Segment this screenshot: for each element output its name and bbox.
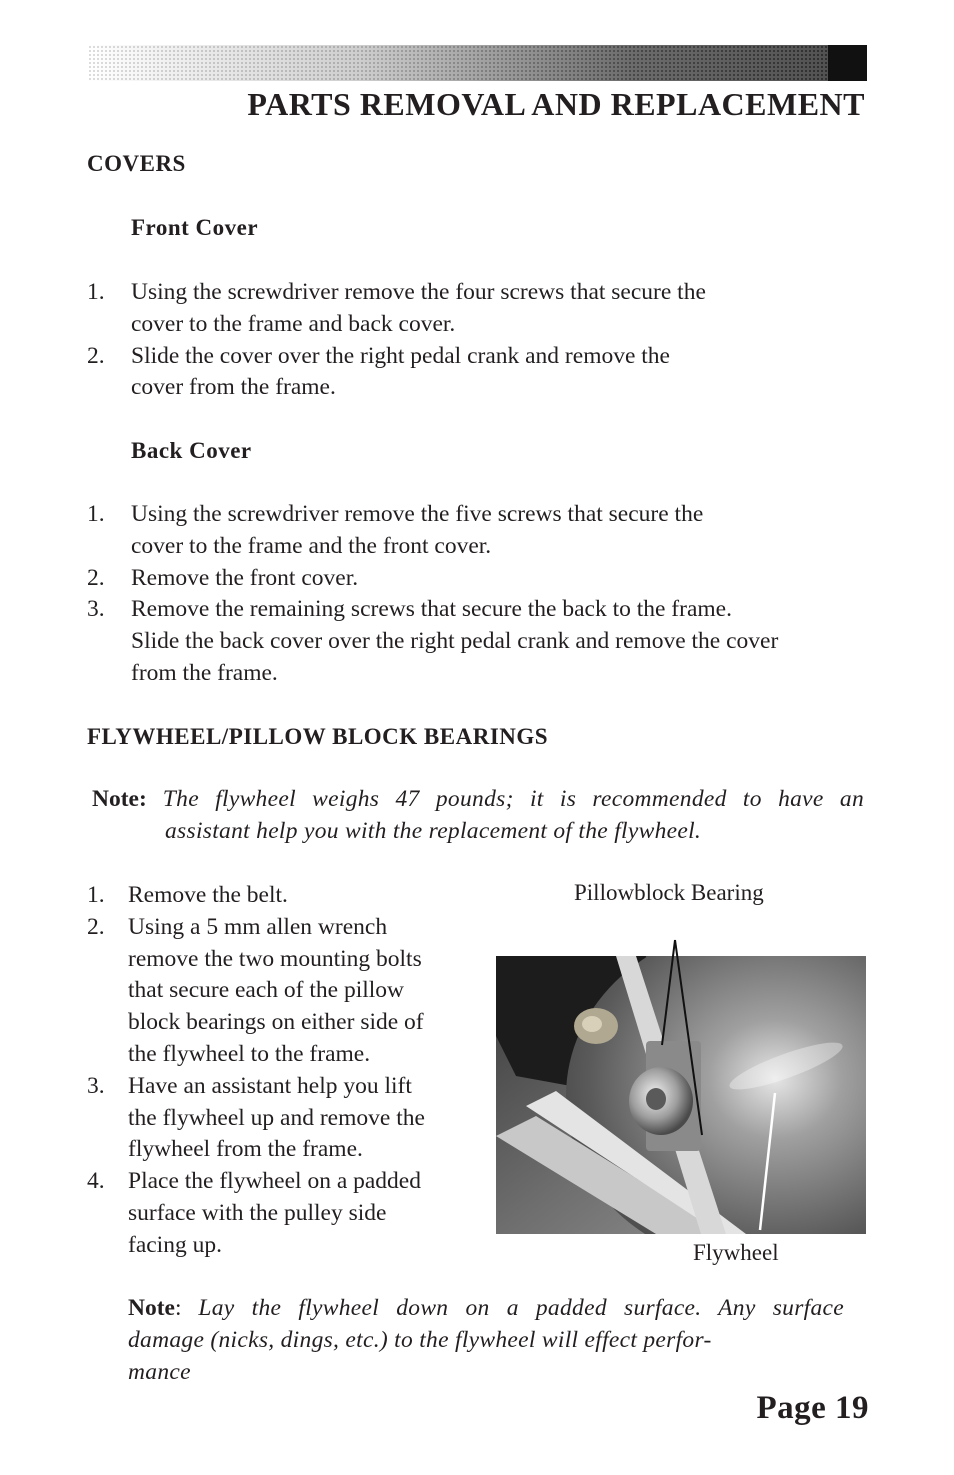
step-line: Using the screwdriver remove the four screws that secure the <box>131 279 706 305</box>
front-cover-steps <box>0 277 954 404</box>
step-line: Slide the back cover over the right pedal crank and remove the cover <box>131 628 779 655</box>
step-line: cover to the frame and the front cover. <box>131 532 492 559</box>
note-text: mance <box>128 1358 191 1385</box>
step-text <box>131 341 670 405</box>
step-line: remove the two mounting bolts <box>128 945 422 972</box>
back-cover-steps <box>0 499 954 690</box>
step-text <box>131 277 706 341</box>
step-number: 4. <box>87 1168 105 1195</box>
step-number: 3. <box>87 1072 105 1099</box>
step-text <box>128 912 424 1071</box>
step-line: flywheel from the frame. <box>128 1136 363 1163</box>
list-item <box>0 594 954 689</box>
step-text <box>131 563 358 595</box>
step-line: Using the screwdriver remove the five screws that secure the <box>131 501 704 527</box>
step-line: block bearings on either side of <box>128 1009 424 1036</box>
note-line <box>128 1357 844 1389</box>
step-text <box>131 594 778 689</box>
note-text: Lay the flywheel down on a padded surface. Any surface <box>198 1295 845 1321</box>
figure-label-pillowblock-bearing: Pillowblock Bearing <box>574 880 764 905</box>
list-item <box>0 341 954 405</box>
step-number: 1. <box>87 882 105 908</box>
note-text: damage (nicks, dings, etc.) to the flywheel will effect perfor- <box>128 1326 712 1353</box>
note-line <box>128 1325 844 1357</box>
step-line: cover from the frame. <box>131 374 336 401</box>
note-colon: : <box>174 1295 182 1321</box>
step-number: 2. <box>87 564 105 591</box>
note-label: Note <box>128 1295 175 1321</box>
list-item <box>0 499 954 563</box>
figure-leader-lines <box>650 935 790 1235</box>
step-line: cover to the frame and back cover. <box>131 310 456 337</box>
note-text: The flywheel weighs 47 pounds; it is recommended to have an <box>162 786 865 812</box>
note-line <box>92 784 864 816</box>
section-heading-covers: COVERS <box>87 151 186 176</box>
step-number: 3. <box>87 596 105 623</box>
step-number: 2. <box>87 342 105 369</box>
step-line: Slide the cover over the right pedal crank and remove the <box>131 342 670 369</box>
step-line: Using a 5 mm allen wrench <box>128 913 388 940</box>
step-line: the flywheel to the frame. <box>128 1040 371 1067</box>
step-line: from the frame. <box>131 659 278 686</box>
step-text <box>128 1071 425 1166</box>
note-label: Note: <box>92 786 147 812</box>
step-number: 1. <box>87 501 105 527</box>
step-line: Remove the remaining screws that secure the back to the frame. <box>131 596 732 623</box>
step-line: facing up. <box>128 1231 222 1258</box>
note-text: assistant help you with the replacement of the flywheel. <box>165 817 702 844</box>
figure-label-flywheel: Flywheel <box>693 1240 779 1265</box>
step-line: the flywheel up and remove the <box>128 1104 425 1131</box>
step-number: 1. <box>87 279 105 305</box>
step-text <box>131 499 703 563</box>
step-line: Place the flywheel on a padded <box>128 1168 421 1195</box>
note-flywheel-weight <box>92 784 864 848</box>
list-item <box>0 880 954 912</box>
page-number: Page 19 <box>756 1390 869 1426</box>
header-decorative-bar <box>88 45 867 81</box>
list-item <box>0 563 954 595</box>
list-item <box>0 277 954 341</box>
step-line: Remove the belt. <box>128 882 288 908</box>
subheading-front-cover: Front Cover <box>131 215 259 240</box>
page-title: PARTS REMOVAL AND REPLACEMENT <box>247 86 865 122</box>
step-line: Have an assistant help you lift <box>128 1072 412 1099</box>
subheading-back-cover: Back Cover <box>131 438 252 463</box>
note-line <box>92 816 864 848</box>
section-heading-flywheel: FLYWHEEL/PILLOW BLOCK BEARINGS <box>87 724 549 749</box>
note-padded-surface <box>128 1293 844 1388</box>
step-text <box>128 1166 421 1261</box>
step-line: that secure each of the pillow <box>128 977 405 1004</box>
step-line: surface with the pulley side <box>128 1199 387 1226</box>
step-number: 2. <box>87 913 105 940</box>
note-line <box>128 1293 844 1325</box>
step-text <box>128 880 288 912</box>
step-line: Remove the front cover. <box>131 564 359 591</box>
